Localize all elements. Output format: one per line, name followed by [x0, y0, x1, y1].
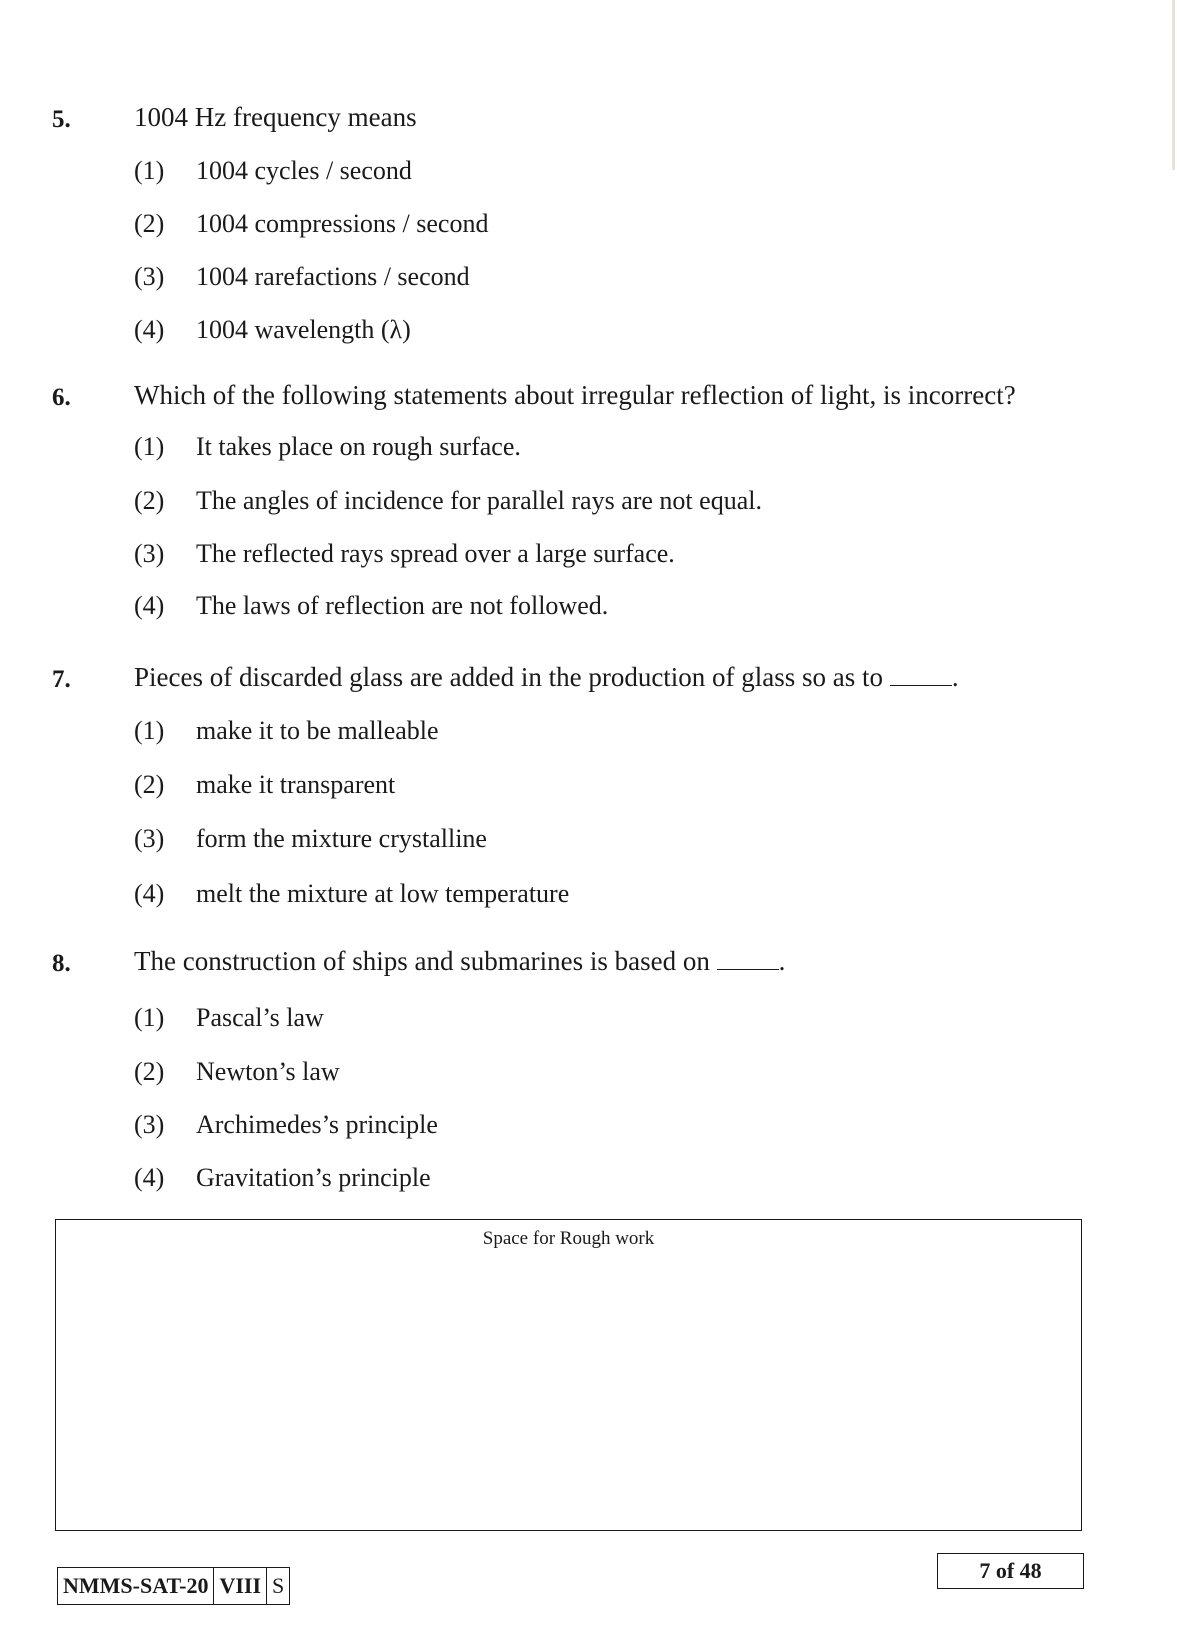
option-text: The laws of reflection are not followed. [196, 591, 609, 620]
option-number: (3) [134, 1110, 165, 1139]
page-edge-shadow [1172, 0, 1175, 170]
option-text: 1004 cycles / second [196, 156, 412, 185]
question-number: 8. [52, 950, 71, 977]
option-text: The angles of incidence for parallel rays are not equal. [196, 486, 762, 515]
option-1 [134, 156, 412, 186]
option-1 [134, 432, 521, 462]
option-text: form the mixture crystalline [196, 824, 487, 853]
option-4 [134, 1163, 431, 1193]
paper-code: NMMS-SAT-20 [63, 1573, 209, 1598]
option-number: (1) [134, 716, 165, 745]
option-number: (4) [134, 879, 165, 908]
option-text: make it transparent [196, 770, 396, 799]
question-text-body: Pieces of discarded glass are added in the production of glass so as to [134, 662, 884, 692]
option-number: (3) [134, 262, 165, 291]
option-number: (4) [134, 591, 165, 620]
question-text-body: The construction of ships and submarines is based on [134, 946, 710, 976]
paper-code-box [57, 1567, 290, 1605]
option-number: (1) [134, 156, 165, 185]
question-number: 7. [52, 666, 71, 693]
option-2 [134, 209, 488, 239]
answer-blank [717, 951, 779, 970]
question-text: Which of the following statements about irregular reflection of light, is incorrect? [134, 380, 1016, 410]
option-3 [134, 539, 675, 569]
option-text: Pascal’s law [196, 1003, 324, 1032]
option-2 [134, 770, 395, 800]
class-code: VIII [213, 1568, 266, 1604]
option-2 [134, 1057, 340, 1087]
question-text: Pieces of discarded glass are added in the production of glass so as to . [134, 662, 959, 692]
option-3 [134, 824, 487, 854]
option-4 [134, 315, 411, 345]
option-4 [134, 591, 608, 621]
option-number: (1) [134, 1003, 165, 1032]
option-text: It takes place on rough surface. [196, 432, 521, 461]
option-text: 1004 rarefactions / second [196, 262, 470, 291]
option-number: (2) [134, 770, 165, 799]
rough-work-box [55, 1219, 1082, 1531]
option-text: make it to be malleable [196, 716, 439, 745]
option-number: (2) [134, 486, 165, 515]
option-1 [134, 1003, 324, 1033]
page-number: 7 of 48 [937, 1553, 1084, 1589]
question-text: 1004 Hz frequency means [134, 102, 417, 132]
option-3 [134, 1110, 438, 1140]
option-4 [134, 879, 569, 909]
option-text: melt the mixture at low temperature [196, 879, 570, 908]
option-3 [134, 262, 470, 292]
section-code: S [266, 1568, 289, 1604]
option-2 [134, 486, 762, 516]
option-number: (3) [134, 539, 165, 568]
question-number: 6. [52, 384, 71, 411]
question-number: 5. [52, 106, 71, 133]
option-text: Gravitation’s principle [196, 1163, 431, 1192]
option-text: Newton’s law [196, 1057, 340, 1086]
option-text: The reflected rays spread over a large surface. [196, 539, 675, 568]
option-1 [134, 716, 439, 746]
option-text: Archimedes’s principle [196, 1110, 438, 1139]
option-number: (4) [134, 1163, 165, 1192]
answer-blank [890, 667, 952, 686]
option-number: (4) [134, 315, 165, 344]
option-text: 1004 wavelength (λ) [196, 315, 411, 344]
option-number: (1) [134, 432, 165, 461]
question-text: The construction of ships and submarines is based on . [134, 946, 786, 976]
option-number: (2) [134, 1057, 165, 1086]
option-number: (2) [134, 209, 165, 238]
option-number: (3) [134, 824, 165, 853]
option-text: 1004 compressions / second [196, 209, 489, 238]
rough-work-label: Space for Rough work [482, 1228, 655, 1249]
